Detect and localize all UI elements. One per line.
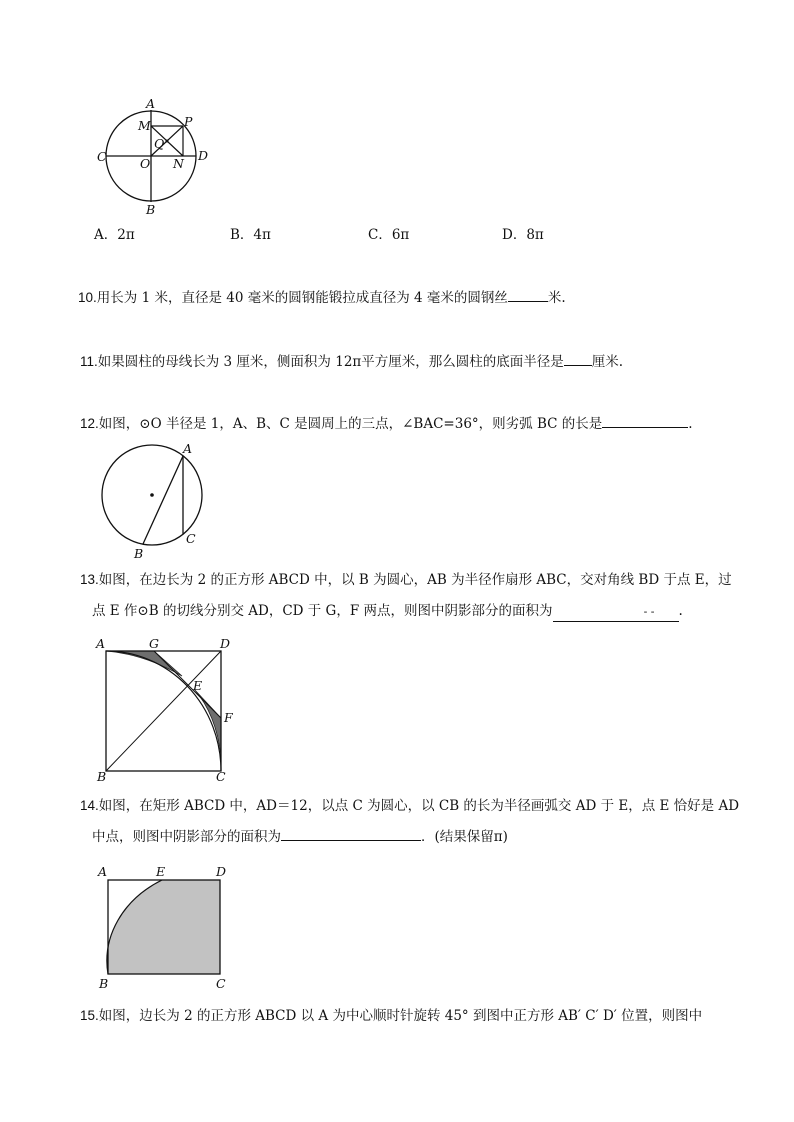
question-13-text-2: 点 E 作⊙B 的切线分别交 AD，CD 于 G，F 两点，则图中阴影部分的面积为 — [92, 603, 553, 619]
question-14-line-2 — [92, 828, 508, 847]
question-13-line-1 — [80, 570, 732, 590]
question-14-line-1 — [80, 796, 739, 816]
q14-label-d: D — [216, 864, 227, 879]
q14-shaded-region — [107, 880, 220, 974]
q9-label-d: D — [198, 148, 209, 163]
question-10 — [78, 288, 566, 308]
q9-label-m: M — [138, 118, 151, 133]
q13-label-f: F — [224, 710, 233, 725]
question-11 — [80, 352, 623, 372]
q13-label-d: D — [220, 636, 231, 651]
question-12-text-end: . — [688, 416, 693, 432]
question-13-text-1: 如图，在边长为 2 的正方形 ABCD 中，以 B 为圆心，AB 为半径作扇形 ABC，交对角线 BD 于点 E，过 — [98, 572, 732, 588]
q9-option-c: C．6π — [368, 227, 410, 243]
q9-label-o: O — [140, 156, 151, 171]
question-13-line-2 — [92, 602, 683, 622]
question-11-number: 11. — [80, 354, 98, 369]
question-12 — [80, 414, 693, 434]
q9-label-p: P — [184, 114, 193, 129]
question-14-answer-blank[interactable] — [281, 840, 421, 841]
question-11-text-end: 厘米. — [591, 354, 624, 370]
q9-label-q: Q — [154, 136, 165, 151]
q9-point-q — [166, 140, 169, 143]
q9-option-d: D．8π — [502, 227, 544, 243]
question-12-answer-blank[interactable] — [602, 427, 688, 428]
q12-label-a: A — [183, 441, 193, 456]
q14-figure — [94, 862, 244, 992]
question-13-answer-blank[interactable] — [553, 602, 679, 622]
q12-center-point — [150, 493, 154, 497]
q12-figure — [96, 438, 216, 562]
q14-label-c: C — [216, 976, 226, 991]
question-15-number: 15. — [80, 1008, 99, 1023]
question-10-text-end: 米. — [547, 290, 566, 306]
question-14-text-1: 如图，在矩形 ABCD 中，AD＝12，以点 C 为圆心，以 CB 的长为半径画弧交 AD 于 E，点 E 恰好是 AD — [98, 798, 740, 814]
q13-label-e: E — [193, 678, 203, 693]
question-12-number: 12. — [80, 416, 99, 431]
q13-label-a: A — [96, 636, 106, 651]
q13-label-c: C — [216, 769, 226, 782]
q9-figure — [88, 96, 228, 218]
question-13-text-end: . — [678, 603, 683, 619]
q9-option-b: B．4π — [230, 227, 271, 243]
q9-label-a: A — [146, 96, 156, 111]
q12-chord-ab — [143, 456, 183, 544]
q13-diagonal-bd — [106, 651, 221, 771]
q9-label-n: N — [173, 156, 184, 171]
question-12-text: 如图，⊙O 半径是 1，A、B、C 是圆周上的三点，∠BAC=36°，则劣弧 BC 的长是 — [98, 416, 603, 432]
question-14-text-2: 中点，则图中阴影部分的面积为 — [92, 829, 281, 845]
q14-label-e: E — [156, 864, 166, 879]
question-13-blank-marks: - - — [643, 605, 655, 618]
question-10-text: 用长为 1 米，直径是 40 毫米的圆钢能锻拉成直径为 4 毫米的圆钢丝 — [96, 290, 508, 306]
q9-label-b: B — [146, 202, 156, 217]
q14-label-a: A — [98, 864, 108, 879]
question-11-text: 如果圆柱的母线长为 3 厘米，侧面积为 12π平方厘米，那么圆柱的底面半径是 — [97, 354, 564, 370]
question-10-answer-blank[interactable] — [508, 301, 548, 302]
q13-label-b: B — [97, 769, 107, 782]
question-14-text-end: ．(结果保留π) — [421, 829, 508, 845]
q9-option-a: A．2π — [94, 227, 135, 243]
q9-label-c: C — [97, 149, 107, 164]
question-15-text: 如图，边长为 2 的正方形 ABCD 以 A 为中心顺时针旋转 45° 到图中正方形 AB′ C′ D′ 位置，则图中 — [98, 1008, 703, 1024]
q13-label-g: G — [149, 636, 159, 651]
question-15 — [80, 1006, 702, 1026]
question-10-number: 10. — [78, 290, 97, 305]
q12-label-b: B — [134, 546, 144, 561]
question-11-answer-blank[interactable] — [564, 365, 592, 366]
q14-label-b: B — [99, 976, 109, 991]
question-14-number: 14. — [80, 798, 99, 813]
question-13-number: 13. — [80, 572, 99, 587]
q12-label-c: C — [186, 531, 196, 546]
q13-figure — [94, 634, 244, 782]
